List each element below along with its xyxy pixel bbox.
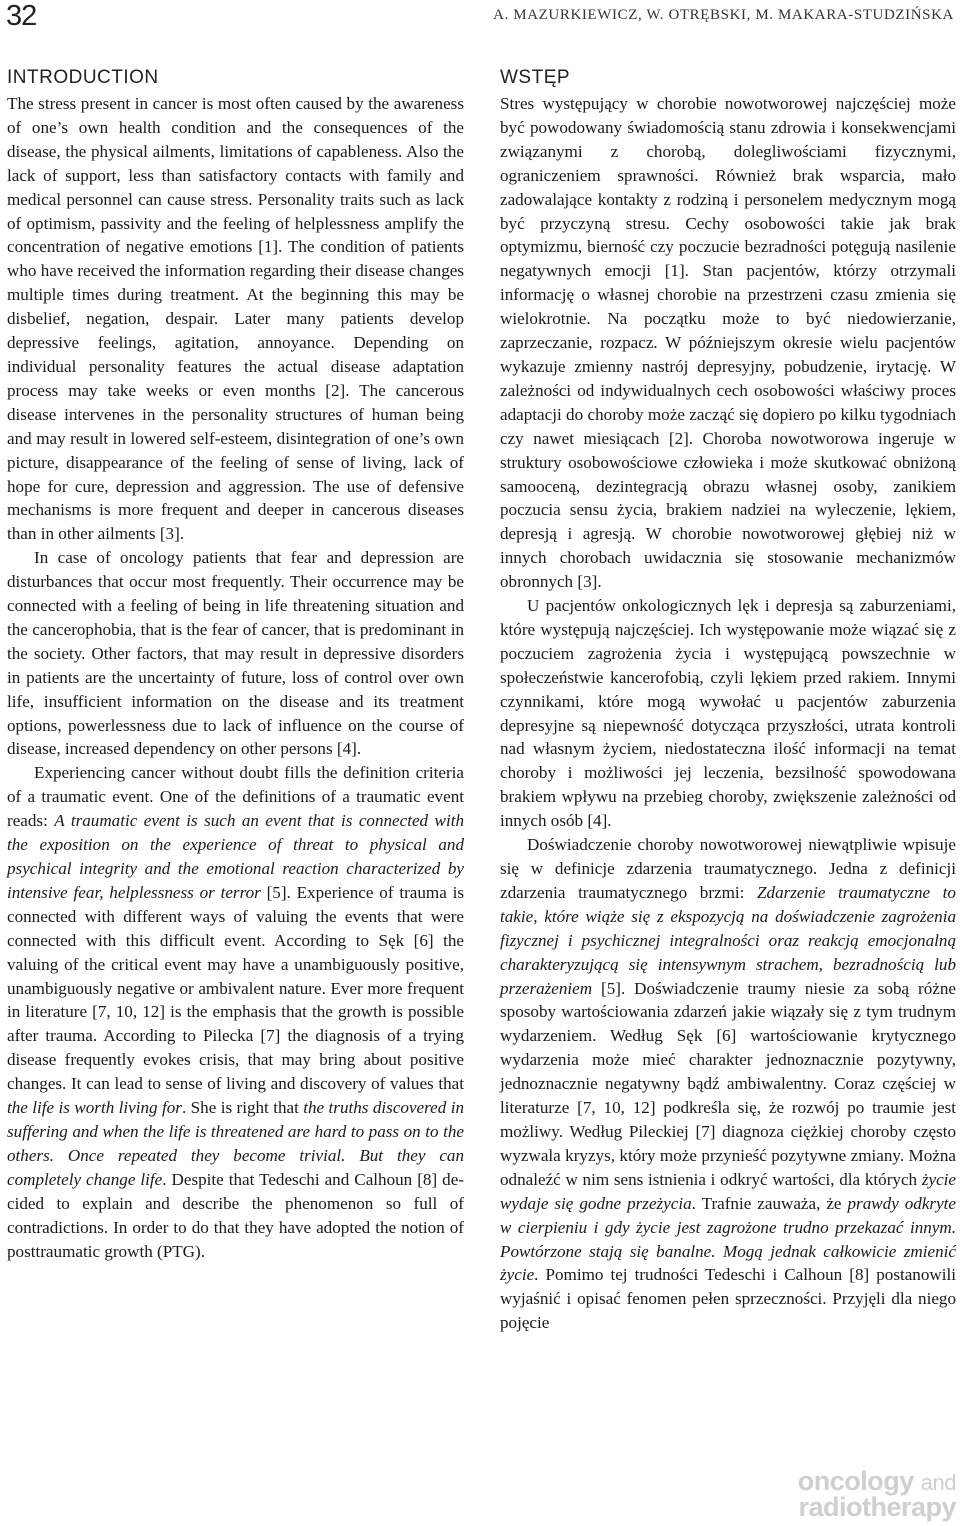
italic-quote: A traumatic event is such an event that is connected with the exposition on the experience of threat to physical and psychical integrity and the emotional reaction characterized by intensive fear, helplessness or terror xyxy=(7,811,464,902)
text-run: [5]. Experience of trauma is connected with different ways of valuing the events that were connected with this difficult event. According to Sęk [6] the valuing of the critical event may have a unambiguously positive, unambiguously negative or ambivalent nature. Ever more frequent in literature [7, 10, 12] is the emphasis that the growth is possible after trauma. According to Pilecka [7] the diagnosis of a trying disease frequently evokes crisis, that may bring about positive changes. It can lead to sense of living and discovery of values that xyxy=(7,882,464,1094)
text-run: . Trafnie zauważa, że xyxy=(691,1193,848,1213)
paragraph: U pacjentów onkologicznych lęk i depresja są zaburzeniami, które występują najczęściej. Ich występowanie może wiązać się z poczuciem zagrożenia życia i występującą powszechnie w społeczeństwie kancerofobią, czyli lękiem przed rakiem. Innymi czynnikami, które mogą wywołać u pacjentów zaburzenia depresyjne są niepewność dotycząca przyszłości, utrata kontroli nad własnym życiem, niedostateczna ilość informacji na temat choroby i możliwości jej leczenia, bezsilność spowodowana brakiem wpływu na przebieg choroby, zwiększenie zależności od innych osób [4]. xyxy=(500,596,956,831)
polish-column xyxy=(500,66,956,1335)
italic-quote: the truths discovered in suffering and when the life is threatened are hard to pass on to the others. Once repeated they become trivial. But they can completely change life xyxy=(7,1098,464,1189)
paragraph xyxy=(500,833,956,1335)
italic-quote: prawdy odkryte w cierpieniu i gdy życie jest zagrożone trudno przekazać innym. Powtórzone stają się banalne. Mogą jednak całkowicie zmienić życie xyxy=(500,1193,957,1285)
text-run: . Pomimo tej trudności Tedeschi i Calhoun [8] postanowili wyjaśnić i opisać fenomen pełen sprzeczności. Przyjęli dla niego pojęcie xyxy=(500,1265,956,1333)
logo-word-oncology: oncology xyxy=(797,1466,914,1496)
logo-word-radiotherapy: radiotherapy xyxy=(798,1492,956,1522)
text-run: . Despite that Tedeschi and Calhoun [8] decided to explain and describe the phenomenon so full of contradictions. In order to do that they have adopted the notion of posttraumatic growth (PTG). xyxy=(7,1169,464,1261)
italic-quote: the life is worth living for xyxy=(7,1098,182,1118)
italic-quote: Zdarzenie traumatyczne to takie, które wiąże się z ekspozycją na doświadczenie zagrożenia fizycznej i psychicznej integralności oraz reakcją emocjonalną charakteryzującą się intensywnym strachem, bezradnością lub przerażeniem xyxy=(500,882,956,998)
journal-logo xyxy=(797,1466,956,1522)
text-run: [5]. Doświadczenie traumy niesie za sobą różne sposoby wartościowania zdarzeń jakie wiązały się z tym trudnym wydarzeniem. Według Sęk [6] wartościowanie krytycznego wydarzenia może mieć charakter jednoznacznie pozytywny, jednoznacznie negatywny bądź ambiwalentny. Coraz częściej w literaturze [7, 10, 12] podkreśla się, że rozwój po traumie jest możliwy. Według Pileckiej [7] diagnoza ciężkiej choroby często wyzwala kryzys, który może przynieść pozytywne zmiany. Można odnaleźć w nim sens istnienia i odkryć wartości, dla których xyxy=(500,978,956,1189)
text-run: . She is right that xyxy=(181,1098,304,1118)
section-title-wstep: WSTĘP xyxy=(500,67,571,88)
section-title-introduction: INTRODUCTION xyxy=(7,67,159,88)
english-column xyxy=(7,66,464,1263)
paragraph: The stress present in cancer is most often caused by the awareness of one’s own health condition and the consequences of the disease, the physical ailments, limitations of capableness. Also the lack of support, less than satisfactory contacts with family and medical personnel can cause stress. Personality traits such as lack of optimism, passivity and the feeling of helplessness amplify the concentration of negative emotions [1]. The condition of patients who have received the information regarding their disease changes multiple times during treatment. At the beginning this may be disbelief, negation, despair. Later many patients develop depressive feelings, agitation, annoyance. Depending on individual personality features the actual disease adaptation process may take weeks or even months [2]. The cancerous disease intervenes in the personality structures of human being and may result in lowered self-esteem, disintegration of one’s own picture, disappearance of the feeling of sense of living, lack of hope for cure, depression and aggression. The use of defensive mechanisms is more frequent and deeper in cancerous diseases than in other ailments [3]. xyxy=(7,94,464,544)
paragraph: In case of oncology patients that fear and depression are disturbances that occur most frequently. Their occurrence may be connected with a feeling of being in life threatening situation and the cancerophobia, that is the fear of cancer, that is predominant in the society. Other factors, that may result in depressive disorders in patients are the uncertainty of future, loss of control over own life, insufficient information on the disease and its treatment options, powerlessness due to lack of influence on the course of disease, increased dependency on other persons [4]. xyxy=(7,548,464,759)
text-run: Experiencing cancer without doubt fills the definition criteria of a traumatic event. One of the definitions of a traumatic event reads: xyxy=(7,763,464,831)
paragraph: Stres występujący w chorobie nowotworowej najczęściej może być powodowany świadomością stanu zdrowia i konsekwencjami związanymi z chorobą, dolegliwościami fizycznymi, ograniczeniem sprawności. Również brak wsparcia, mało zadowalające kontakty z rodziną i personelem medycznym mogą być przyczyną stresu. Cechy osobowości takie jak brak optymizmu, bierność czy poczucie bezradności potęgują nasilenie negatywnych emocji [1]. Stan pacjentów, którzy otrzymali informację o własnej chorobie na przestrzeni czasu zmienia się wielokrotnie. Na początku może to być niedowierzanie, zaprzeczanie, rozpacz. W późniejszym okresie wielu pacjentów wykazuje zmienny nastrój depresyjny, pobudzenie, irytację. W zależności od indywidualnych cech osobowości właściwy proces adaptacji do choroby może zacząć się dopiero po kilku tygodniach czy nawet miesiącach [2]. Choroba nowotworowa ingeruje w struktury osobowościowe człowieka i może skutkować obniżoną samooceną, dezintegracją obrazu własnej osoby, zanikiem poczucia sensu życia, brakiem nadziei na wyleczenie, lękiem, depresją i agresją. W chorobie nowotworowej głębiej niż w innych chorobach uwidacznia się stosowanie mechanizmów obronnych [3]. xyxy=(500,94,956,592)
running-head: A. MAZURKIEWICZ, W. OTRĘBSKI, M. MAKARA-STUDZIŃSKA xyxy=(493,7,954,23)
text-run: Doświadczenie choroby nowotworowej niewątpliwie wpisuje się w definicje zdarzenia traumatycznego. Jedna z definicji zdarzenia traumatycznego brzmi: xyxy=(500,835,956,902)
paragraph xyxy=(7,761,464,1263)
logo-word-and: and xyxy=(920,1470,956,1495)
page-number: 32 xyxy=(6,0,37,32)
italic-quote: życie wydaje się godne przeżycia xyxy=(500,1169,956,1213)
